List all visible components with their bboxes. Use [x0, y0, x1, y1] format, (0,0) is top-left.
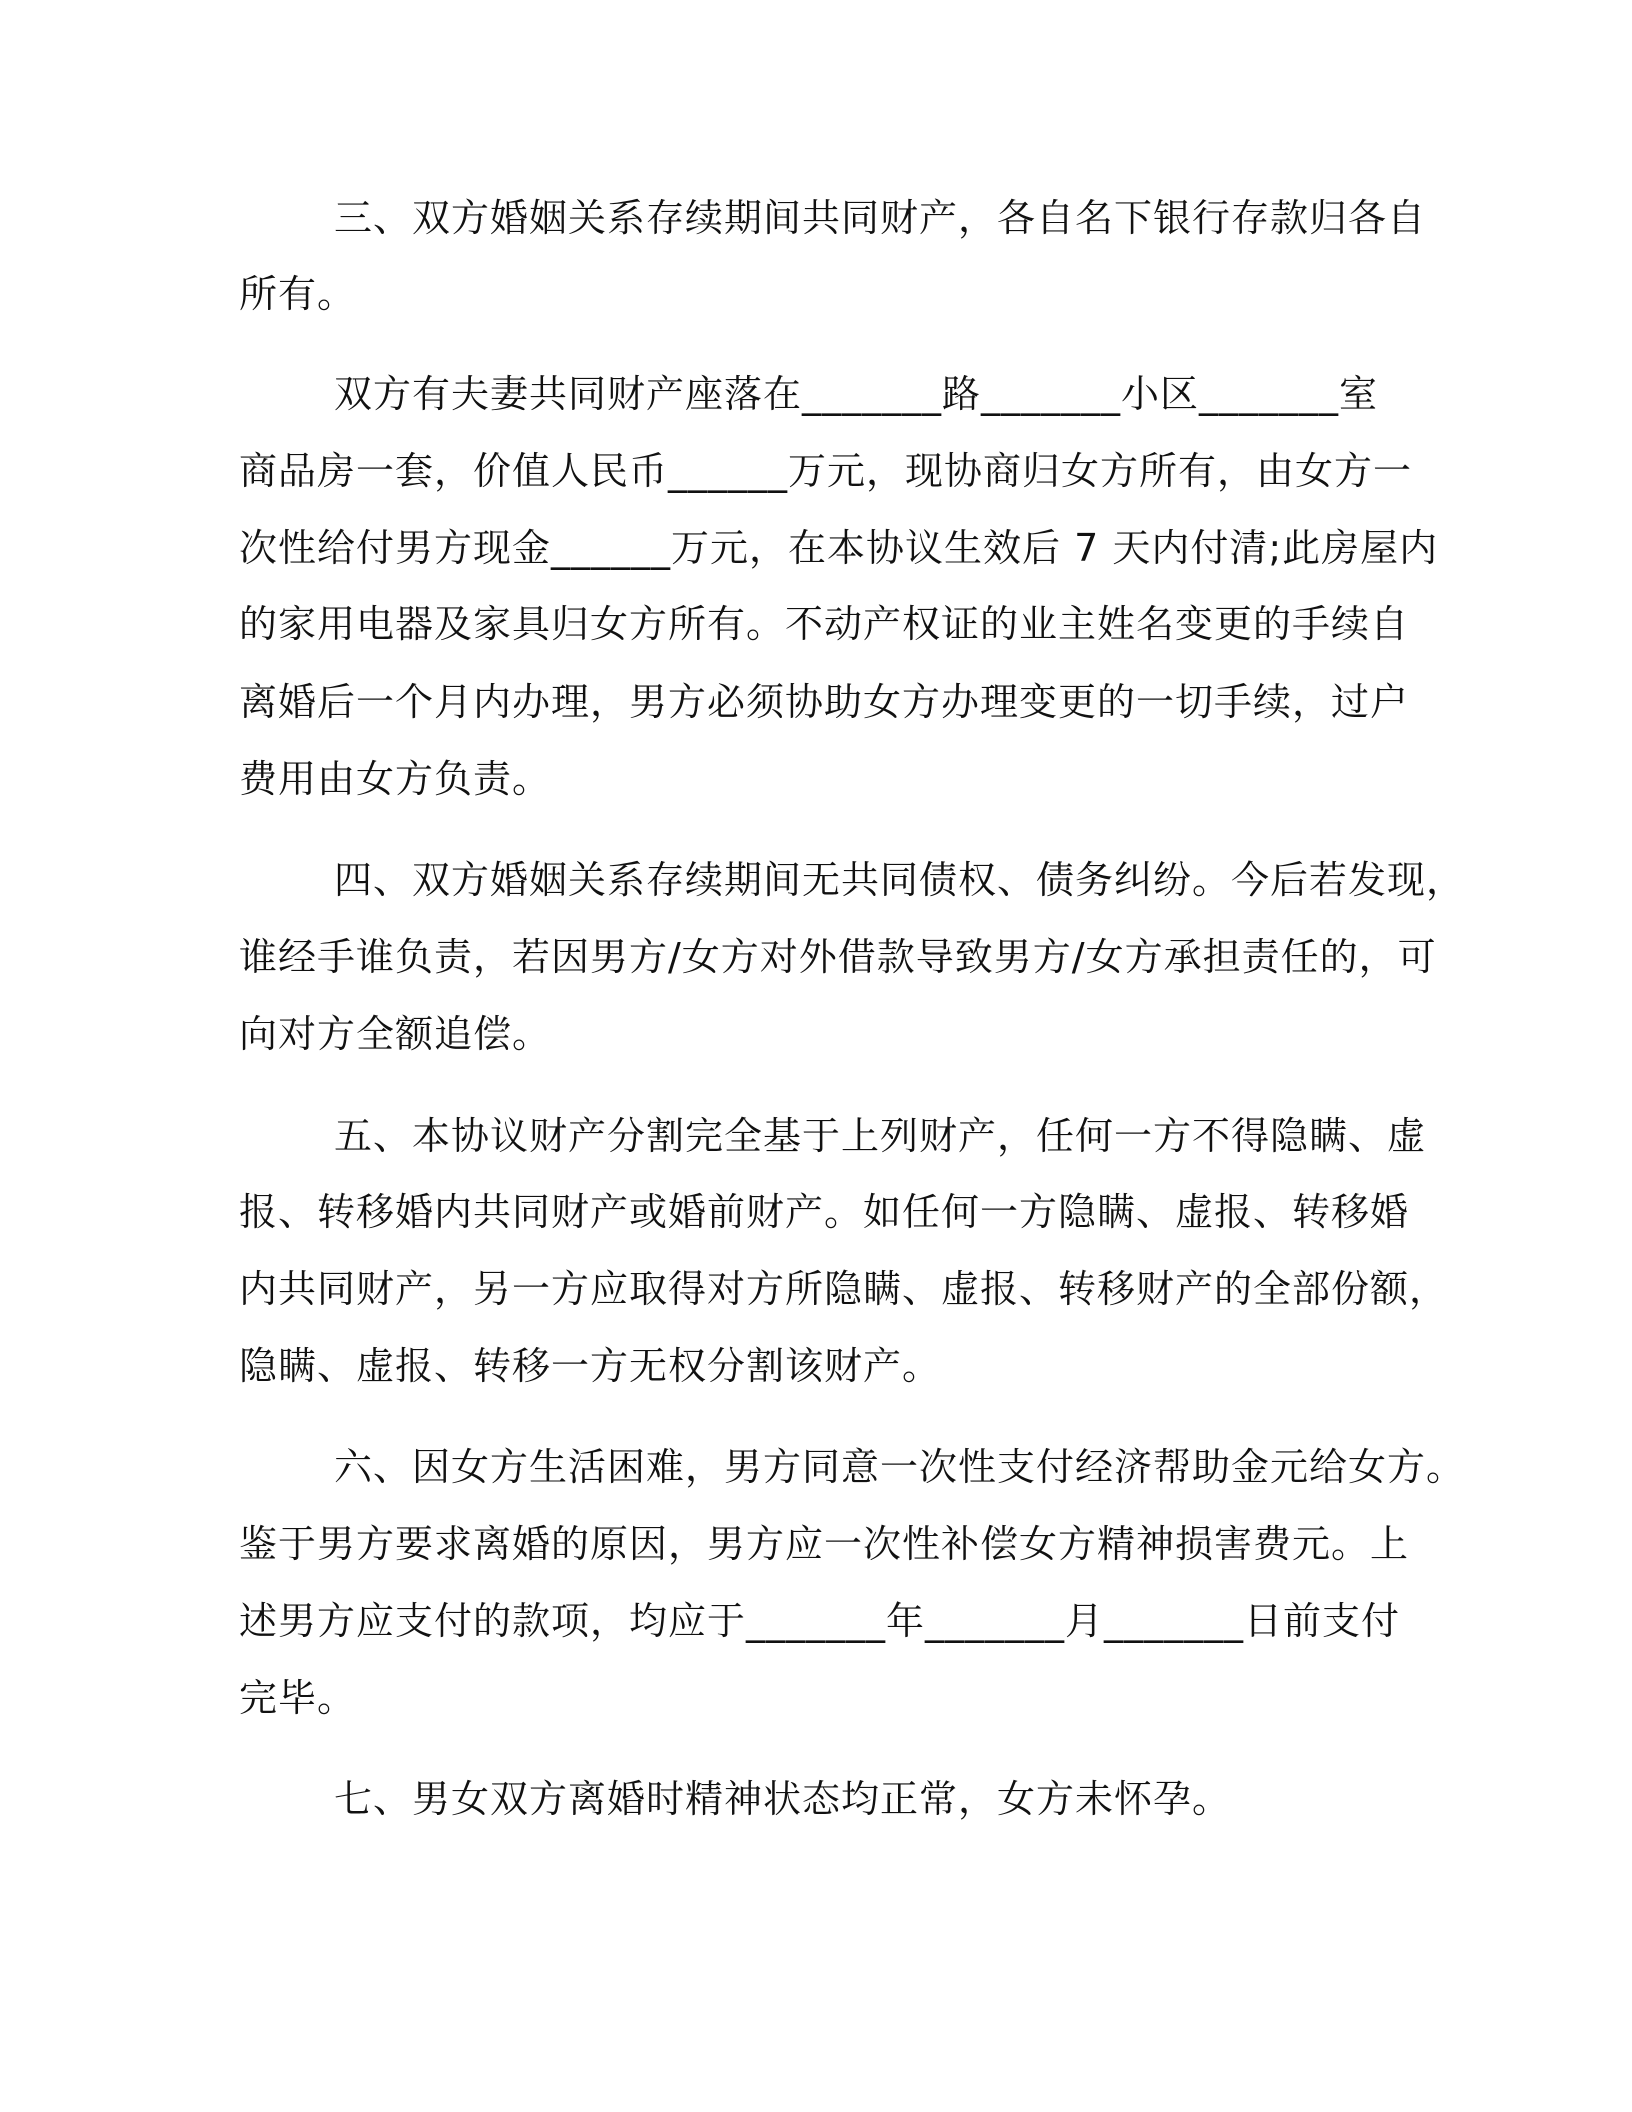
text-line: 报、转移婚内共同财产或婚前财产。如任何一方隐瞒、虚报、转移婚	[239, 1190, 1410, 1234]
text-line: 隐瞒、虚报、转移一方无权分割该财产。	[239, 1344, 942, 1388]
text-line: 费用由女方负责。	[239, 757, 552, 801]
text-line: 四、双方婚姻关系存续期间无共同债权、债务纠纷。今后若发现，	[334, 858, 1466, 902]
text-line: 述男方应支付的款项，均应于_______年_______月_______日前支付	[239, 1599, 1401, 1643]
text-line: 次性给付男方现金______万元，在本协议生效后 7 天内付清;此房屋内	[239, 526, 1439, 570]
text-line: 谁经手谁负责，若因男方/女方对外借款导致男方/女方承担责任的，可	[239, 935, 1437, 979]
text-line: 完毕。	[239, 1676, 357, 1720]
text-line: 鉴于男方要求离婚的原因，男方应一次性补偿女方精神损害费元。上	[239, 1522, 1410, 1566]
text-line: 所有。	[239, 272, 357, 316]
text-line: 三、双方婚姻关系存续期间共同财产，各自名下银行存款归各自	[334, 196, 1427, 240]
text-line: 内共同财产，另一方应取得对方所隐瞒、虚报、转移财产的全部份额，	[239, 1267, 1449, 1311]
text-line: 七、男女双方离婚时精神状态均正常，女方未怀孕。	[334, 1777, 1232, 1821]
text-line: 商品房一套，价值人民币______万元，现协商归女方所有，由女方一	[239, 449, 1413, 493]
text-line: 五、本协议财产分割完全基于上列财产，任何一方不得隐瞒、虚	[334, 1114, 1427, 1158]
text-line: 离婚后一个月内办理，男方必须协助女方办理变更的一切手续，过户	[239, 680, 1410, 724]
text-line: 的家用电器及家具归女方所有。不动产权证的业主姓名变更的手续自	[239, 602, 1410, 646]
text-line: 双方有夫妻共同财产座落在_______路_______小区_______室	[334, 372, 1379, 416]
text-line: 六、因女方生活困难，男方同意一次性支付经济帮助金元给女方。	[334, 1445, 1466, 1489]
text-line: 向对方全额追偿。	[239, 1012, 552, 1056]
